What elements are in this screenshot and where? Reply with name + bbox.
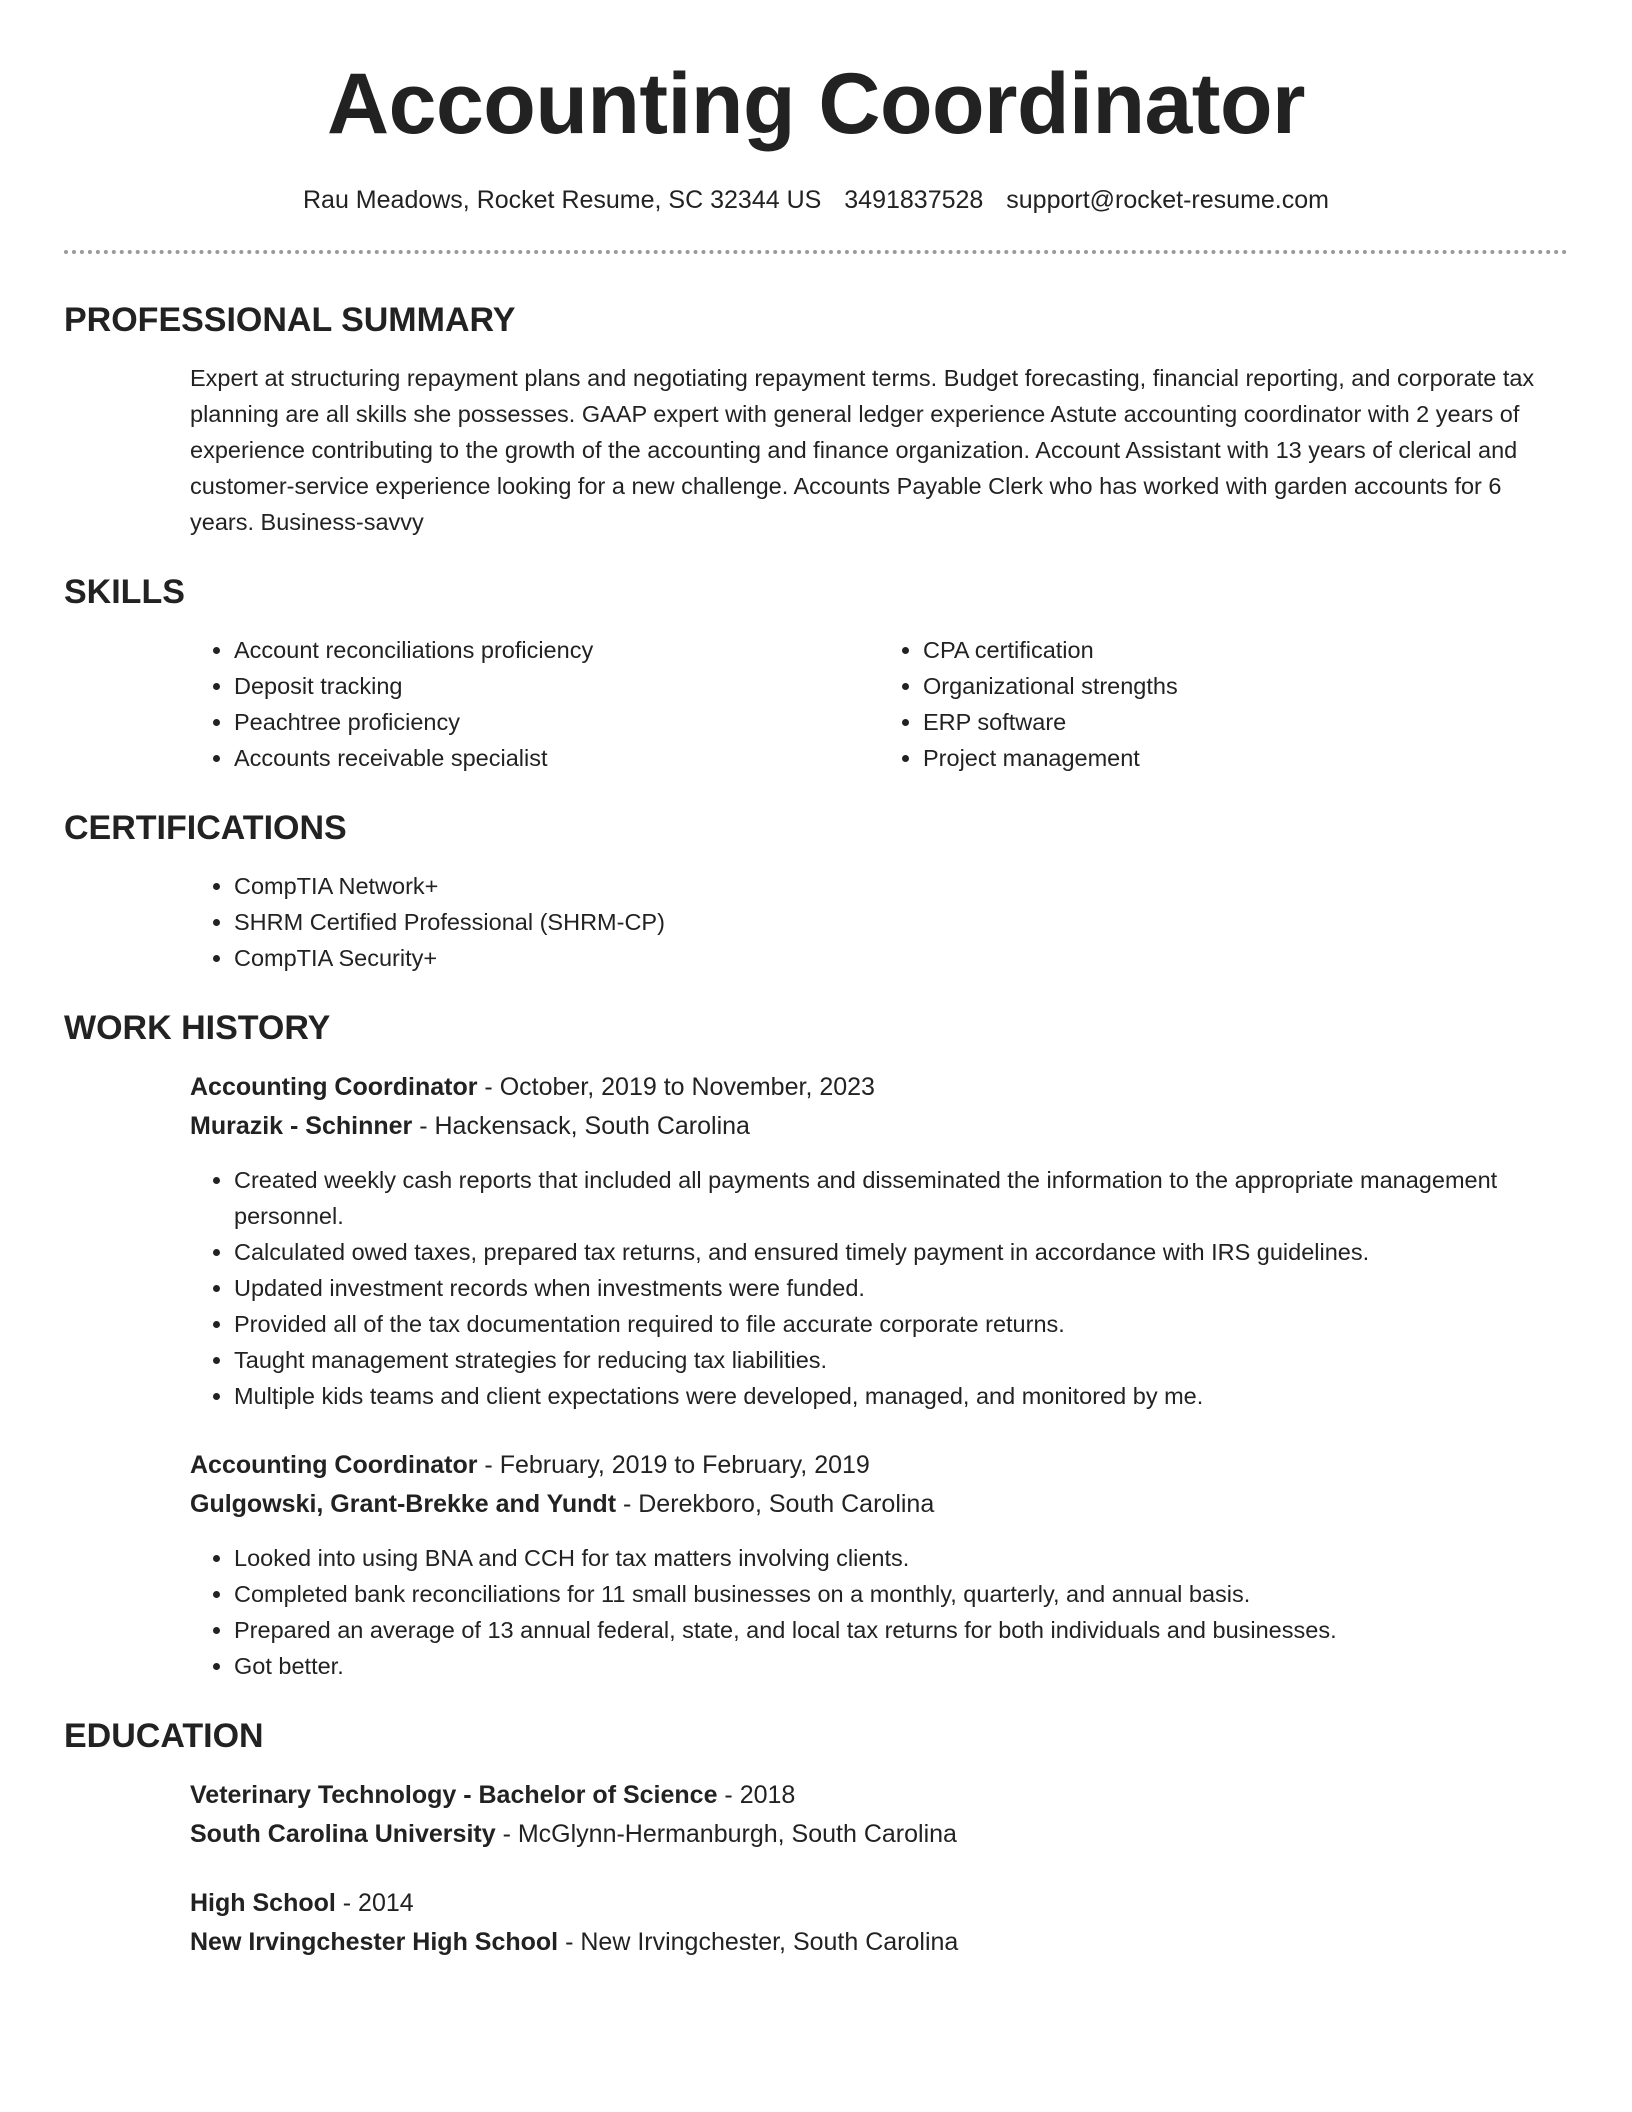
job-entry — [190, 1068, 1568, 1414]
job-duty-item: • Prepared an average of 13 annual federal, state, and local tax returns for both individuals and businesses. — [234, 1612, 1568, 1648]
skills-list — [190, 632, 1568, 776]
certification-item: • CompTIA Network+ — [234, 868, 1568, 904]
job-duty-item: • Got better. — [234, 1648, 1568, 1684]
degree-name: Veterinary Technology - Bachelor of Science — [190, 1781, 718, 1809]
job-duty-item: • Multiple kids teams and client expectations were developed, managed, and monitored by me. — [234, 1378, 1568, 1414]
school-line — [190, 1815, 1568, 1854]
skill-item: • Peachtree proficiency — [234, 704, 879, 740]
degree-year: - 2014 — [335, 1889, 414, 1917]
resume-page — [64, 0, 1568, 1962]
job-title-line — [190, 1068, 1568, 1107]
job-entry — [190, 1446, 1568, 1684]
job-duties — [190, 1162, 1568, 1414]
school-line — [190, 1923, 1568, 1962]
skills-column-left — [190, 632, 879, 776]
school-location: - McGlynn-Hermanburgh, South Carolina — [495, 1820, 957, 1848]
degree-year: - 2018 — [717, 1781, 796, 1809]
skills-column-right — [879, 632, 1568, 776]
job-location: - Derekboro, South Carolina — [616, 1490, 935, 1518]
certification-item: • SHRM Certified Professional (SHRM-CP) — [234, 904, 1568, 940]
skill-item: • CPA certification — [923, 632, 1568, 668]
skill-item: • Project management — [923, 740, 1568, 776]
job-company-line — [190, 1107, 1568, 1146]
job-dates: - October, 2019 to November, 2023 — [477, 1073, 875, 1101]
resume-title: Accounting Coordinator — [327, 56, 1305, 152]
job-title: Accounting Coordinator — [190, 1451, 478, 1479]
job-duty-item: • Taught management strategies for reducing tax liabilities. — [234, 1342, 1568, 1378]
header-divider — [64, 250, 1568, 254]
skill-item: • Organizational strengths — [923, 668, 1568, 704]
summary-text: Expert at structuring repayment plans and negotiating repayment terms. Budget forecasting, financial reporting, and corporate tax planning are all skills she possesses. GAAP expert with general ledger experience Astute accounting coordinator with 2 years of experience contributing to the growth of the accounting and finance organization. Account Assistant with 13 years of clerical and customer-service experience looking for a new challenge. Accounts Payable Clerk who has worked with garden accounts for 6 years. Business-savvy — [190, 365, 1535, 535]
job-company: Murazik - Schinner — [190, 1112, 413, 1140]
job-duty-item: • Completed bank reconciliations for 11 small businesses on a monthly, quarterly, and annual basis. — [234, 1576, 1568, 1612]
summary-heading: PROFESSIONAL SUMMARY — [64, 301, 516, 339]
education-entry — [190, 1884, 1568, 1962]
school-name: South Carolina University — [190, 1820, 496, 1848]
contact-line — [64, 184, 1568, 216]
degree-name: High School — [190, 1889, 336, 1917]
job-dates: - February, 2019 to February, 2019 — [477, 1451, 870, 1479]
job-duty-item: • Looked into using BNA and CCH for tax matters involving clients. — [234, 1540, 1568, 1576]
job-duty-item: • Calculated owed taxes, prepared tax returns, and ensured timely payment in accordance with IRS guidelines. — [234, 1234, 1568, 1270]
contact-address: Rau Meadows, Rocket Resume, SC 32344 US — [303, 186, 822, 214]
certifications-heading: CERTIFICATIONS — [64, 809, 347, 847]
certifications-list — [190, 868, 1568, 976]
education-entry — [190, 1776, 1568, 1854]
job-duty-item: • Provided all of the tax documentation required to file accurate corporate returns. — [234, 1306, 1568, 1342]
work-history-heading: WORK HISTORY — [64, 1009, 331, 1047]
certification-item: • CompTIA Security+ — [234, 940, 1568, 976]
job-title-line — [190, 1446, 1568, 1485]
job-title: Accounting Coordinator — [190, 1073, 478, 1101]
skill-item: • Accounts receivable specialist — [234, 740, 879, 776]
job-location: - Hackensack, South Carolina — [412, 1112, 750, 1140]
degree-line — [190, 1884, 1568, 1923]
school-location: - New Irvingchester, South Carolina — [558, 1928, 959, 1956]
skills-heading: SKILLS — [64, 573, 185, 611]
skill-item: • Deposit tracking — [234, 668, 879, 704]
skill-item: • ERP software — [923, 704, 1568, 740]
job-duties — [190, 1540, 1568, 1684]
contact-email: support@rocket-resume.com — [1006, 186, 1329, 214]
job-duty-item: • Created weekly cash reports that included all payments and disseminated the information to the appropriate management personnel. — [234, 1162, 1568, 1234]
education-heading: EDUCATION — [64, 1717, 264, 1755]
skill-item: • Account reconciliations proficiency — [234, 632, 879, 668]
job-company: Gulgowski, Grant-Brekke and Yundt — [190, 1490, 617, 1518]
degree-line — [190, 1776, 1568, 1815]
job-company-line — [190, 1485, 1568, 1524]
contact-phone: 3491837528 — [844, 186, 984, 214]
school-name: New Irvingchester High School — [190, 1928, 559, 1956]
job-duty-item: • Updated investment records when investments were funded. — [234, 1270, 1568, 1306]
